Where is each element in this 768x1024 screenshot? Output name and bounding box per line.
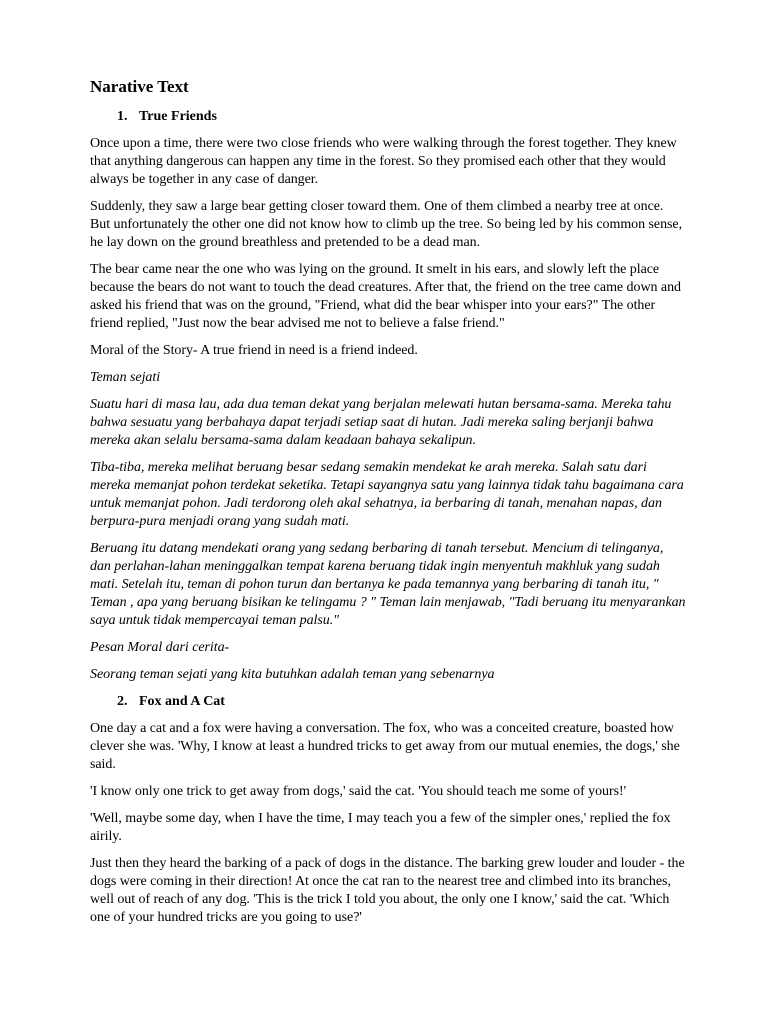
section-heading <box>90 108 686 126</box>
paragraph: One day a cat and a fox were having a conversation. The fox, who was a conceited creature, boasted how clever she was. 'Why, I know at least a hundred tricks to get away from our mutual enemies, the dogs,' she said. <box>90 721 680 772</box>
translation-paragraph: Tiba-tiba, mereka melihat beruang besar sedang semakin mendekat ke arah mereka. Salah satu dari mereka memanjat pohon terdekat seketika. Tetapi sayangnya satu yang lainnya tidak tahu bagaimana cara untuk memanjat pohon. Jadi terdorong oleh akal sehatnya, ia berbaring di tanah, menahan napas, dan berpura-pura menjadi orang yang sudah mati. <box>90 460 684 529</box>
section-true-friends <box>90 108 686 684</box>
translation-title: Teman sejati <box>90 370 161 385</box>
paragraph: 'Well, maybe some day, when I have the time, I may teach you a few of the simpler ones,' replied the fox airily. <box>90 811 671 844</box>
translation-paragraph: Suatu hari di masa lau, ada dua teman dekat yang berjalan melewati hutan bersama-sama. Mereka tahu bahwa sesuatu yang berbahaya dapat terjadi setiap saat di hutan. Jadi mereka saling berjanji bahwa mereka akan selalu bersama-sama dalam keadaan bahaya sekalipun. <box>90 397 672 448</box>
section-number: 1. <box>117 109 128 124</box>
paragraph: Suddenly, they saw a large bear getting closer toward them. One of them climbed a nearby tree at once. But unfortunately the other one did not know how to climb up the tree. So being led by his common sense, he lay down on the ground breathless and pretended to be a dead man. <box>90 199 683 250</box>
paragraph: The bear came near the one who was lying on the ground. It smelt in his ears, and slowly left the place because the bears do not want to touch the dead creatures. After that, the friend on the tree came down and asked his friend that was on the ground, "Friend, what did the bear whisper into your ears?" The other friend replied, "Just now the bear advised me not to believe a false friend." <box>90 262 681 331</box>
paragraph: Once upon a time, there were two close friends who were walking through the forest together. They knew that anything dangerous can happen any time in the forest. So they promised each other that they would always be together in any case of danger. <box>90 136 677 187</box>
paragraph: Just then they heard the barking of a pack of dogs in the distance. The barking grew louder and louder - the dogs were coming in their direction! At once the cat ran to the nearest tree and climbed into its branches, well out of reach of any dog. 'This is the trick I told you about, the only one I know,' said the cat. 'Which one of your hundred tricks are you going to use?' <box>90 856 685 925</box>
section-heading <box>90 693 686 711</box>
translation-paragraph: Beruang itu datang mendekati orang yang sedang berbaring di tanah tersebut. Mencium di telinganya, dan perlahan-lahan meninggalkan tempat karena beruang tidak ingin menyentuh makhluk yang sudah mati. Setelah itu, teman di pohon turun dan bertanya ke pada temannya yang berbaring di tanah itu, " Teman , apa yang beruang bisikan ke telingamu ? " Teman lain menjawab, "Tadi beruang itu menyarankan saya untuk tidak mempercayai teman palsu." <box>90 541 686 628</box>
translation-moral: Seorang teman sejati yang kita butuhkan adalah teman yang sebenarnya <box>90 667 495 682</box>
paragraph: 'I know only one trick to get away from dogs,' said the cat. 'You should teach me some of yours!' <box>90 784 627 799</box>
section-fox-and-cat <box>90 693 686 927</box>
section-title: Fox and A Cat <box>139 694 225 709</box>
section-title: True Friends <box>139 109 217 124</box>
document-title: Narative Text <box>90 77 189 96</box>
moral-paragraph: Moral of the Story- A true friend in need is a friend indeed. <box>90 343 418 358</box>
document-page <box>90 76 686 936</box>
translation-moral-label: Pesan Moral dari cerita- <box>90 640 230 655</box>
section-number: 2. <box>117 694 128 709</box>
